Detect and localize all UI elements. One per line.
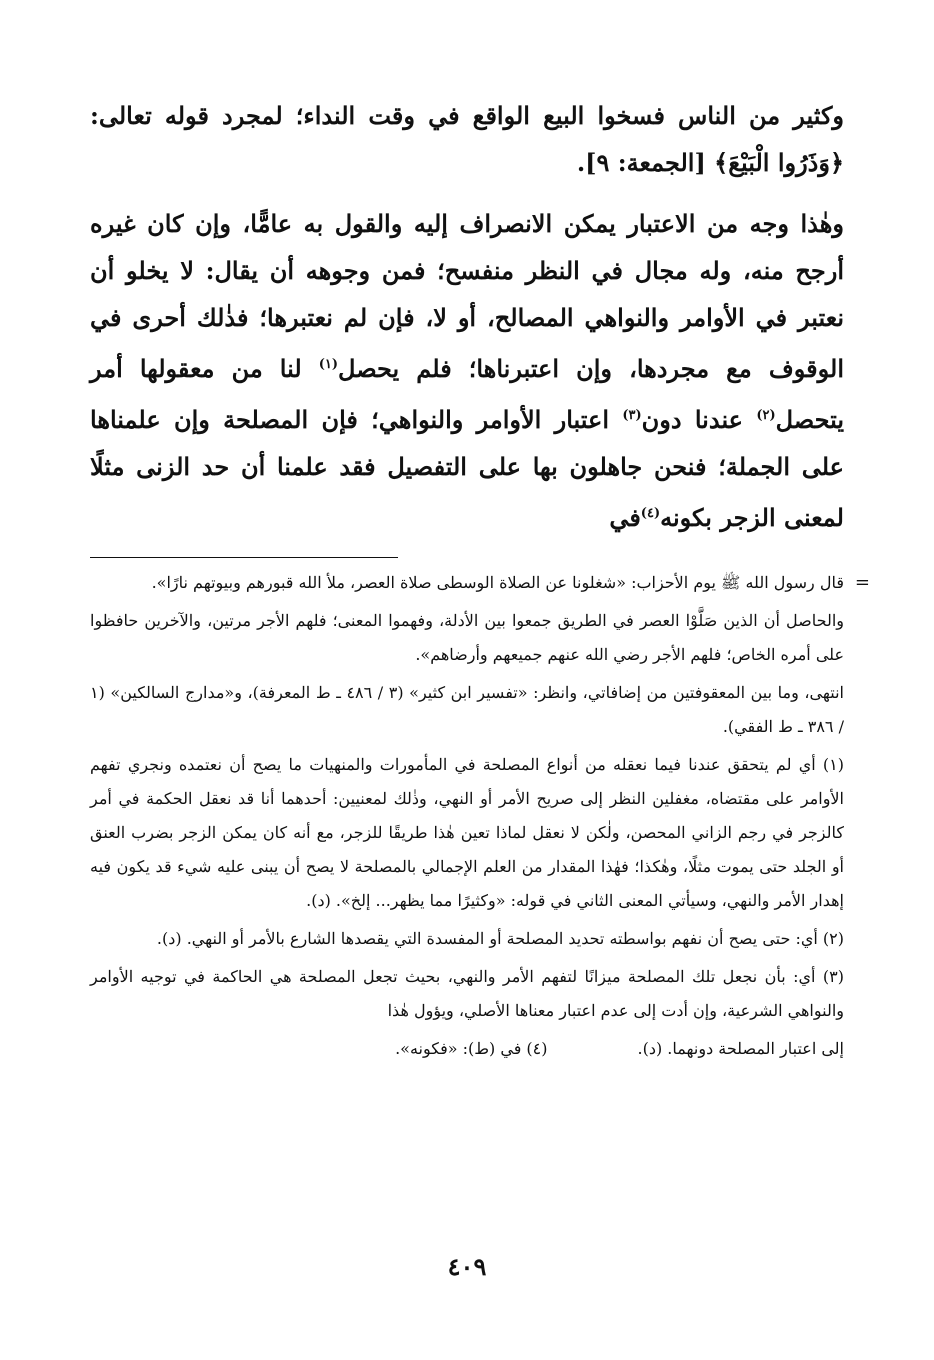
footnote-2: (٢) أي: حتى يصح أن نفهم بواسطته تحديد المصلحة أو المفسدة التي يقصدها الشارع بالأمر أو النهي. (د).	[156, 929, 844, 948]
footnote-ref-2: (٢)	[756, 408, 776, 423]
paragraph-segment: اعتبار الأوامر والنواهي؛ فإن المصلحة وإن علمناها على الجملة؛ فنحن جاهلون بها على التفصيل فقد علمنا أن حد الزنى مثلًا لمعنى الزجر بكونه	[90, 405, 844, 532]
main-paragraph-1: وكثير من الناس فسخوا البيع الواقع في وقت النداء؛ لمجرد قوله تعالى: ﴿وَذَرُوا الْبَيْعَ﴾ [الجمعة: ٩].	[90, 101, 844, 177]
footnote-continuation-text: انتهى، وما بين المعقوفتين من إضافاتي، وانظر: «تفسير ابن كثير» (٣ / ٤٨٦ ـ ط المعرفة)، و«مدارج السالكين» (١ / ٣٨٦ ـ ط الفقي).	[90, 683, 844, 736]
paragraph-segment: لنا من معقولها أمر يتحصل	[90, 354, 845, 434]
page-number: ٤٠٩	[447, 1252, 487, 1281]
footnote-4: (٤) في (ط): «فكونه».	[395, 1039, 548, 1058]
continuation-mark: =	[854, 572, 870, 593]
footnote-last-line	[90, 1032, 844, 1066]
main-paragraph-2	[90, 200, 844, 541]
footnote-continuation-text: والحاصل أن الذين صَلَّوْا العصر في الطريق جمعوا بين الأدلة، وفهموا المعنى؛ فلهم الأجر مرتين، والآخرين حافظوا على أمره الخاص؛ فلهم الأجر رضي الله عنهم جميعهم وأرضاهم».	[90, 611, 844, 664]
page-body	[90, 92, 870, 1070]
paragraph-segment: وهٰذا وجه من الاعتبار يمكن الانصراف إليه والقول به عامًّا، وإن كان غيره أرجح منه، وله مجال في النظر منفسح؛ فمن وجوهه أن يقال: لا يخلو أن نعتبر في الأوامر والنواهي المصالح، أو لا، فإن لم نعتبرها؛ فذٰلك أحرى في الوقوف مع مجردها، وإن اعتبرناها؛ فلم يحصل	[90, 209, 844, 383]
footnote-continuation	[90, 566, 870, 600]
footnotes	[90, 566, 870, 1066]
main-text	[90, 92, 844, 541]
footnote-divider	[90, 557, 398, 558]
footnote-1: (١) أي لم يتحقق عندنا فيما نعقله من أنواع المصلحة في المأمورات والمنهيات ما يصح أن نعتمده ونجري تفهم الأوامر على مقتضاه، مغفلين النظر إلى صريح الأمر أو النهي، وذٰلك لمعنيين: أحدهما أنا قد نعقل الحكمة في أمر كالزجر في رجم الزاني المحصن، ولٰكن لا نعقل لماذا تعين هٰذا طريقًا للزجر، مع أنه كان يمكن الزجر بضرب العنق أو الجلد حتى يموت مثلًا، وهٰكذا؛ فهٰذا المقدار من العلم الإجمالي بالمصلحة لا يصح أن يبنى عليه شيء قد يكون فيه إهدار الأمر والنهي، وسيأتي المعنى الثاني في قوله: «وكثيرًا مما يظهر... إلخ». (د).	[90, 755, 844, 910]
footnote-ref-1: (١)	[318, 357, 339, 372]
footnote-3: (٣) أي: بأن نجعل تلك المصلحة ميزانًا لتفهم الأمر والنهي، بحيث تجعل المصلحة هي الحاكمة في توجيه الأوامر والنواهي الشرعية، وإن أدت إلى عدم اعتبار معناها الأصلي، ويؤول هٰذا	[90, 967, 844, 1020]
footnote-3-end: إلى اعتبار المصلحة دونهما. (د).	[637, 1039, 844, 1058]
paragraph-segment: في	[609, 503, 641, 532]
footnote-ref-3: (٣)	[622, 408, 642, 423]
paragraph-segment: عندنا دون	[641, 405, 757, 434]
footnote-continuation-text: قال رسول الله ﷺ يوم الأحزاب: «شغلونا عن الصلاة الوسطى صلاة العصر، ملأ الله قبورهم وبيوتهم نارًا».	[151, 573, 844, 592]
footnote-ref-4: (٤)	[640, 506, 661, 521]
